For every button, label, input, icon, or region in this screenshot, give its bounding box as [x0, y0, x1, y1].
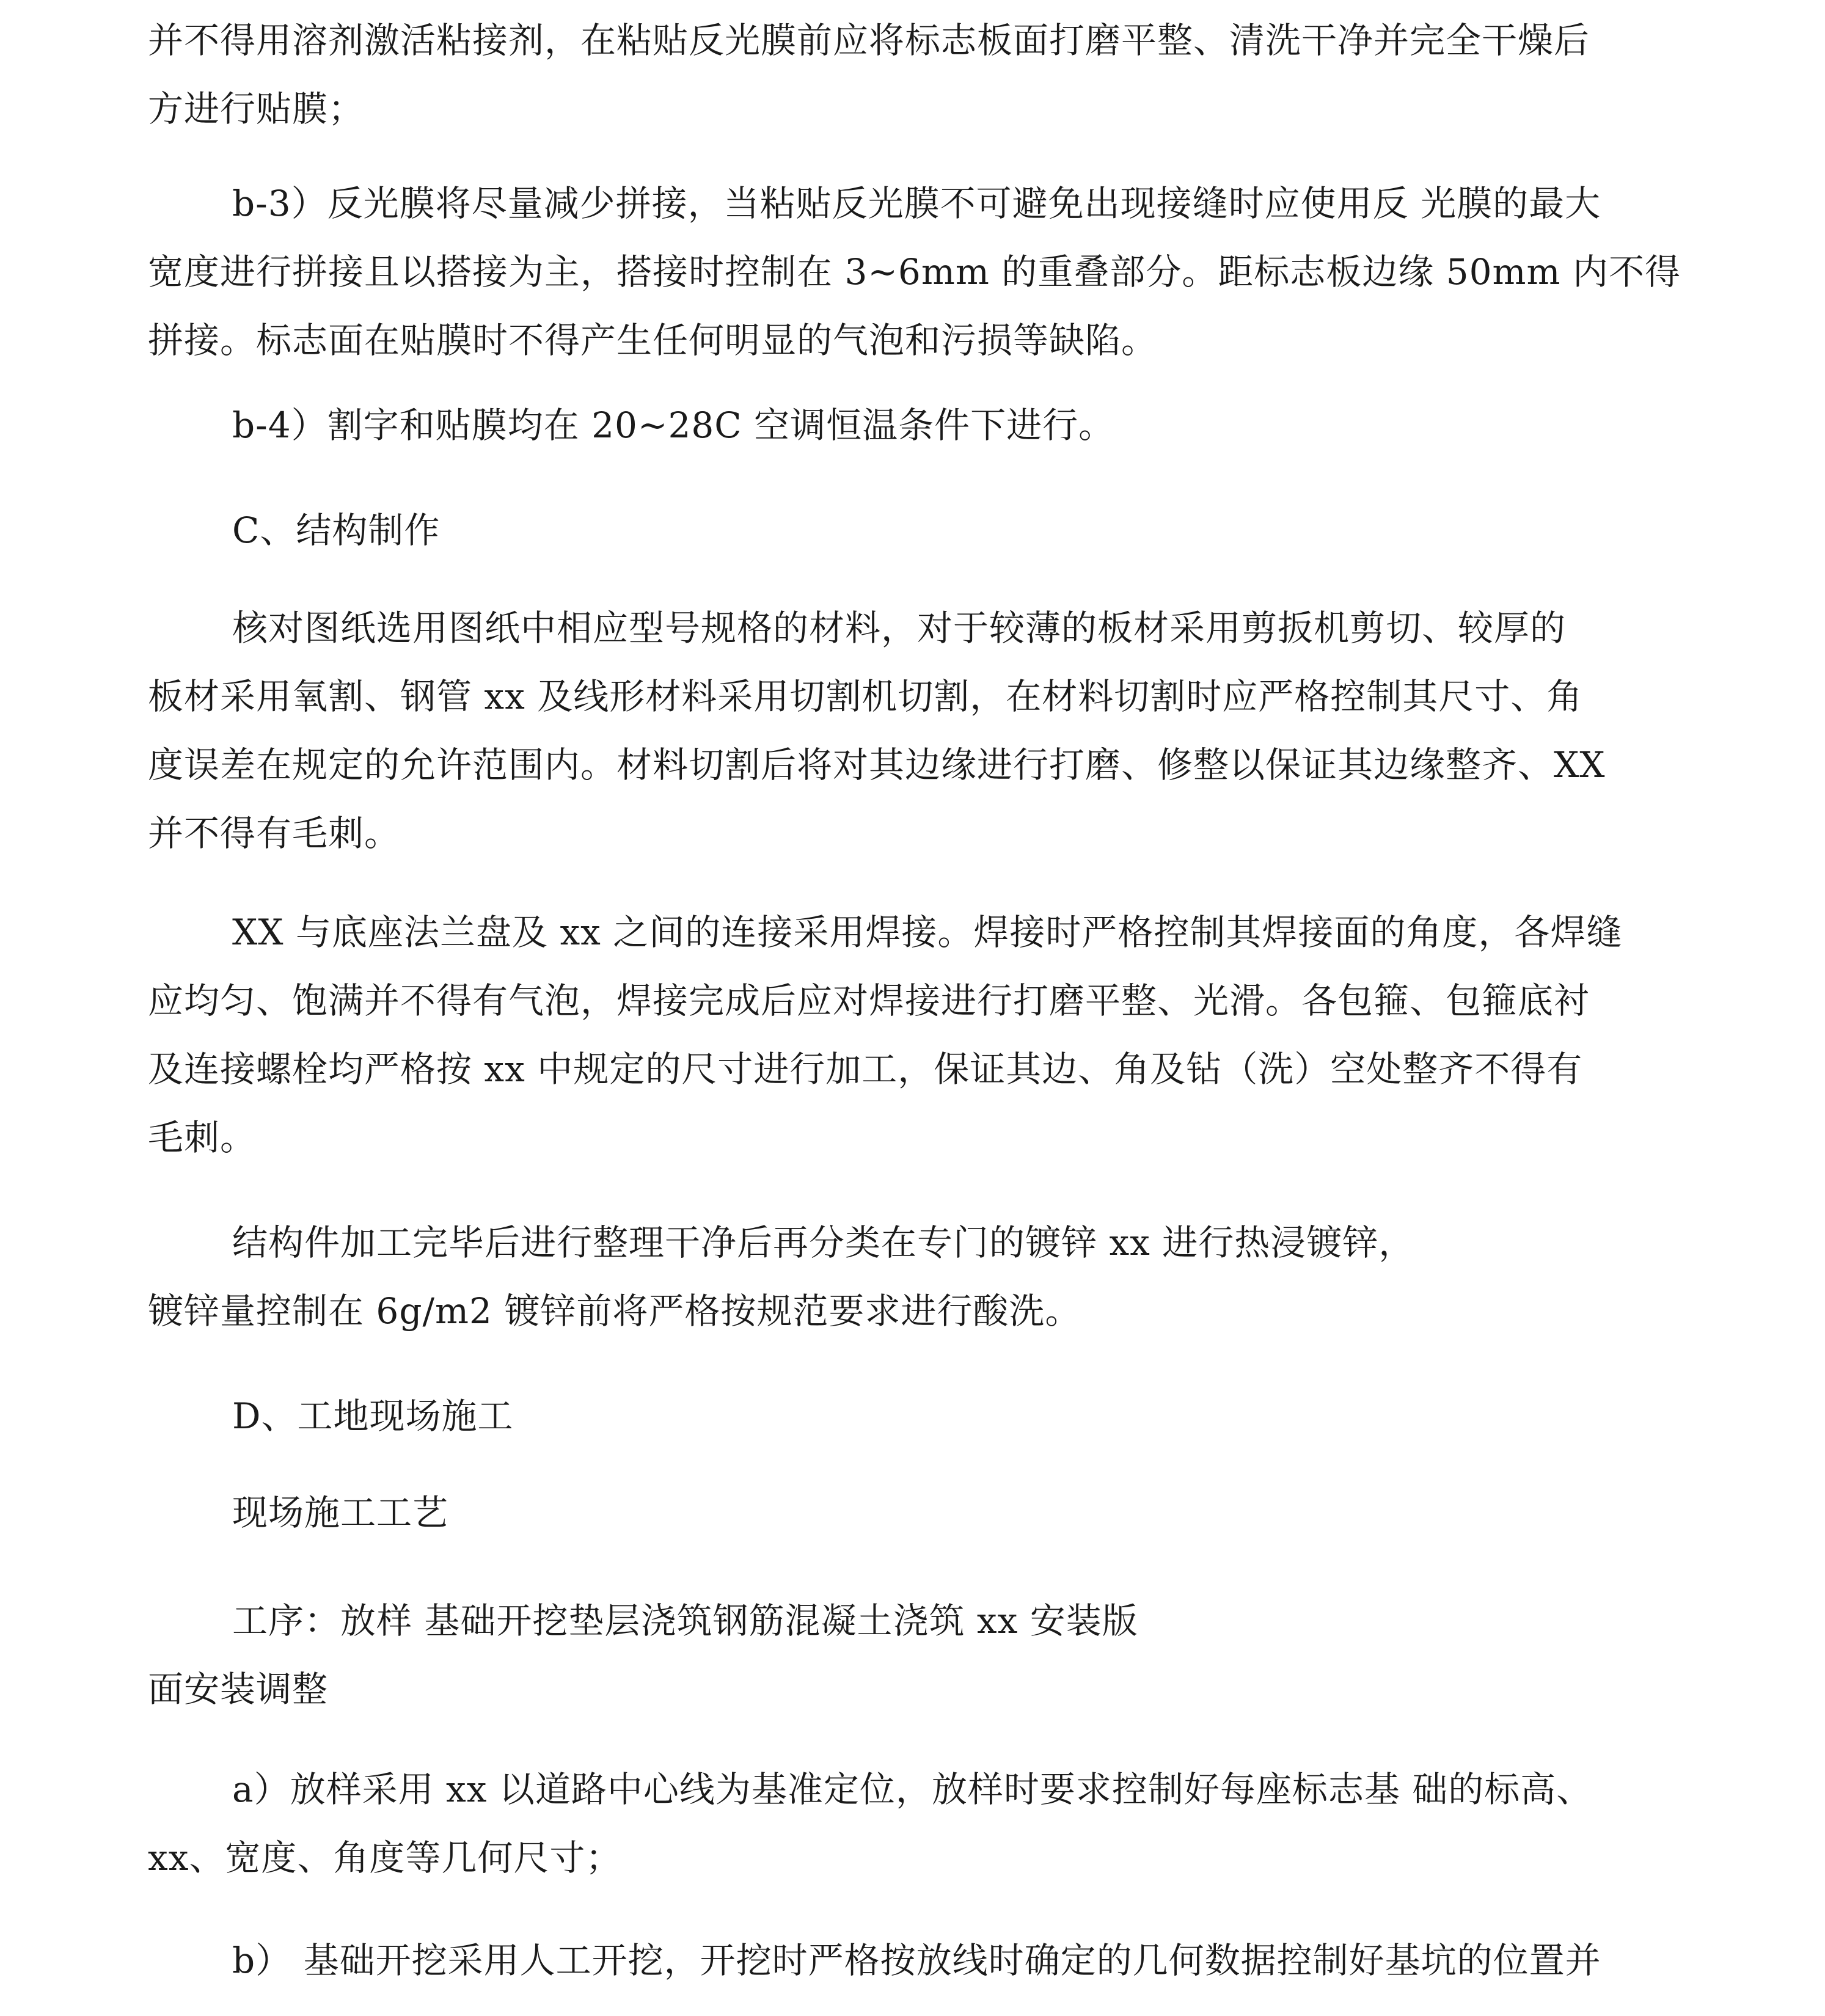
text-line: 应均匀、饱满并不得有气泡，焊接完成后应对焊接进行打磨平整、光滑。各包箍、包箍底衬	[148, 980, 1590, 1021]
text-line: b-4）割字和贴膜均在 20~28C 空调恒温条件下进行。	[232, 404, 1115, 446]
text-line: 镀锌量控制在 6g/m2 镀锌前将严格按规范要求进行酸洗。	[148, 1290, 1081, 1332]
text-line: b-3）反光膜将尽量减少拼接，当粘贴反光膜不可避免出现接缝时应使用反 光膜的最大	[232, 183, 1601, 224]
text-line: 毛刺。	[148, 1117, 257, 1158]
text-line: XX 与底座法兰盘及 xx 之间的连接采用焊接。焊接时严格控制其焊接面的角度，各焊缝	[232, 911, 1623, 953]
text-line: 核对图纸选用图纸中相应型号规格的材料，对于较薄的板材采用剪扳机剪切、较厚的	[232, 607, 1567, 649]
subsection-heading	[148, 1478, 1675, 1547]
text-line: 度误差在规定的允许范围内。材料切割后将对其边缘进行打磨、修整以保证其边缘整齐、XX	[148, 744, 1606, 786]
text-line: D、工地现场施工	[232, 1395, 514, 1437]
text-line: 面安装调整	[148, 1668, 329, 1710]
text-line: 宽度进行拼接且以搭接为主，搭接时控制在 3~6mm 的重叠部分。距标志板边缘 50mm 内不得	[148, 251, 1681, 293]
text-line: b） 基础开挖采用人工开挖，开挖时严格按放线时确定的几何数据控制好基坑的位置并	[232, 1940, 1601, 1981]
text-line: 拼接。标志面在贴膜时不得产生任何明显的气泡和污损等缺陷。	[148, 320, 1158, 361]
text-line: xx、宽度、角度等几何尺寸；	[148, 1837, 622, 1879]
text-line: C、结构制作	[232, 509, 441, 551]
paragraph	[148, 169, 1681, 374]
paragraph	[148, 1755, 1675, 1892]
text-line: 并不得有毛刺。	[148, 813, 401, 854]
section-heading	[148, 1382, 1675, 1450]
text-line: 现场施工工艺	[232, 1492, 449, 1533]
paragraph	[148, 1587, 1675, 1723]
paragraph	[148, 1208, 1675, 1345]
paragraph	[148, 594, 1675, 867]
text-line: 结构件加工完毕后进行整理干净后再分类在专门的镀锌 xx 进行热浸镀锌，	[232, 1222, 1415, 1263]
text-line: 并不得用溶剂激活粘接剂，在粘贴反光膜前应将标志板面打磨平整、清洗干净并完全干燥后	[148, 20, 1590, 61]
paragraph	[148, 898, 1675, 1172]
text-line: 工序：放样 基础开挖垫层浇筑钢筋混凝土浇筑 xx 安装版	[232, 1600, 1138, 1642]
text-line: a）放样采用 xx 以道路中心线为基准定位，放样时要求控制好每座标志基 础的标高、	[232, 1769, 1593, 1810]
text-line: 板材采用氧割、钢管 xx 及线形材料采用切割机切割，在材料切割时应严格控制其尺寸、角	[148, 676, 1583, 717]
text-line: 方进行贴膜；	[148, 88, 365, 130]
text-line: 及连接螺栓均严格按 xx 中规定的尺寸进行加工，保证其边、角及钻（洗）空处整齐不得有	[148, 1048, 1583, 1090]
paragraph	[148, 6, 1675, 143]
paragraph	[148, 391, 1675, 459]
paragraph	[148, 1926, 1675, 1995]
section-heading	[148, 496, 1675, 564]
